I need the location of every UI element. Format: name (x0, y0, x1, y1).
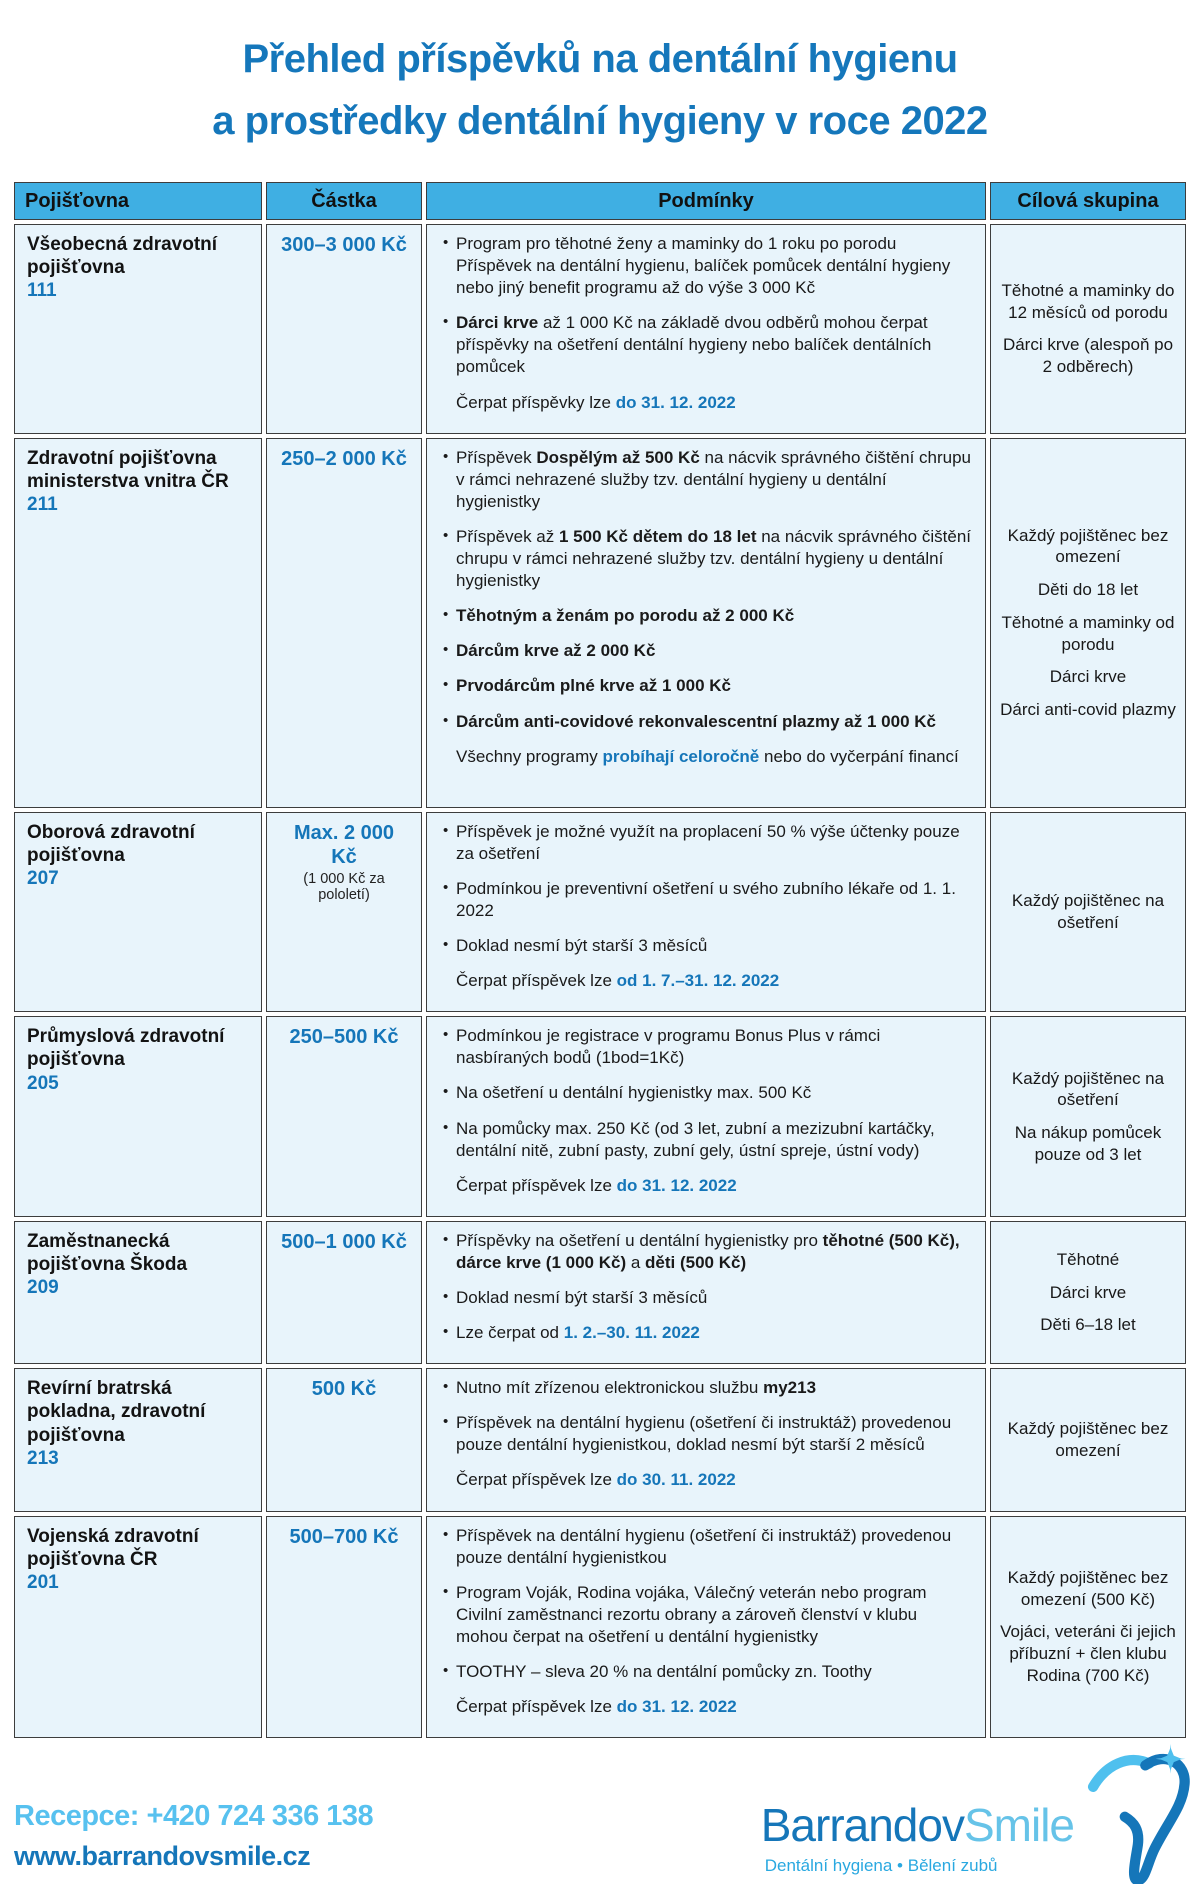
condition-item: • Prvodárcům plné krve až 1 000 Kč (439, 675, 973, 697)
amount-value: 500 Kč (311, 1378, 377, 1401)
condition-item: • Dárci krve až 1 000 Kč na základě dvou odběrů mohou čerpat příspěvky na ošetření dentální hygieny nebo balíček dentálních pomůcek (439, 312, 973, 378)
target-group-item: Každý pojištěnec bez omezení (1007, 525, 1169, 567)
page-title (20, 28, 1180, 152)
insurer-cell (14, 1016, 262, 1217)
conditions-cell (426, 438, 986, 808)
insurer-cell (14, 1221, 262, 1364)
table-row (14, 438, 1186, 808)
amount-cell (266, 1016, 422, 1217)
conditions-cell (426, 1221, 986, 1364)
condition-item: • Podmínkou je preventivní ošetření u svého zubního lékaře od 1. 1. 2022 (439, 878, 973, 922)
insurer-name: Zaměstnanecká pojišťovna Škoda (27, 1230, 188, 1275)
insurer-cell (14, 224, 262, 434)
target-group-item: Děti do 18 let (1037, 580, 1139, 600)
amount-cell (266, 1368, 422, 1511)
logo-tagline: Dentální hygiena • Bělení zubů (764, 1856, 998, 1876)
conditions-cell (426, 224, 986, 434)
page-footer (0, 1742, 1200, 1882)
condition-item: • Na pomůcky max. 250 Kč (od 3 let, zubní a mezizubní kartáčky, dentální nitě, zubní pasty, zubní gely, ústní spreje, ústní vody) (439, 1118, 973, 1162)
contact-block (14, 1800, 373, 1876)
insurer-code: 211 (27, 494, 58, 515)
condition-note: Čerpat příspěvek lze do 30. 11. 2022 (456, 1470, 736, 1490)
insurer-name: Všeobecná zdravotní pojišťovna (27, 234, 218, 279)
insurer-code: 201 (27, 1571, 59, 1593)
target-group-item: Dárci krve (1049, 667, 1127, 687)
insurer-code: 205 (27, 1072, 59, 1094)
condition-item: • Příspěvky na ošetření u dentální hygienistky pro těhotné (500 Kč), dárce krve (1 000 Kč) a děti (500 Kč) (439, 1230, 973, 1274)
logo-wordmark (760, 1799, 1074, 1852)
reception-phone: Recepce: +420 724 336 138 (14, 1800, 374, 1833)
condition-item: • Dárcům krve až 2 000 Kč (439, 640, 973, 662)
logo-text-smile: Smile (963, 1799, 1074, 1852)
table-row (14, 812, 1186, 1013)
condition-item: • Dárcům anti-covidové rekonvalescentní plazmy až 1 000 Kč (439, 711, 973, 733)
insurer-cell (14, 1516, 262, 1739)
insurer-name: Průmyslová zdravotní pojišťovna (27, 1026, 225, 1071)
target-group-item: Každý pojištěnec bez omezení (1007, 1419, 1169, 1460)
col-header-target-group: Cílová skupina (990, 182, 1186, 220)
benefits-table (10, 178, 1190, 1742)
table-body (14, 224, 1186, 1738)
condition-item: • Podmínkou je registrace v programu Bonus Plus v rámci nasbíraných bodů (1bod=1Kč) (439, 1025, 973, 1069)
insurer-name: Vojenská zdravotní pojišťovna ČR (27, 1525, 199, 1570)
target-group-item: Každý pojištěnec na ošetření (1011, 1068, 1165, 1110)
amount-note: (1 000 Kč za pololetí) (303, 870, 385, 903)
amount-value: 500–700 Kč (289, 1525, 399, 1548)
condition-item: • Lze čerpat od 1. 2.–30. 11. 2022 (439, 1322, 973, 1344)
condition-note: Čerpat příspěvek lze od 1. 7.–31. 12. 2022 (456, 971, 780, 991)
target-group-item: Těhotné a maminky do 12 měsíců od porodu (1001, 280, 1175, 322)
condition-item: • Příspěvek Dospělým až 500 Kč na nácvik správného čištění chrupu v rámci nehrazené služby tzv. dentální hygieny u dentální hygienistky (439, 447, 973, 513)
tooth-logo-icon (1080, 1742, 1192, 1884)
target-group-item: Dárci krve (alespoň po 2 odběrech) (1002, 335, 1174, 377)
target-group-item: Dárci krve (1049, 1282, 1127, 1302)
target-group-cell (990, 1368, 1186, 1511)
condition-note: Čerpat příspěvek lze do 31. 12. 2022 (456, 1175, 737, 1195)
amount-value: Max. 2 000 Kč (293, 821, 395, 868)
conditions-cell (426, 1368, 986, 1511)
condition-item: • Příspěvek na dentální hygienu (ošetření či instruktáž) provedenou pouze dentální hygienistkou (439, 1525, 973, 1569)
insurer-cell (14, 812, 262, 1013)
insurer-name: Revírní bratrská pokladna, zdravotní pojišťovna (27, 1378, 206, 1446)
condition-item: • Nutno mít zřízenou elektronickou službu my213 (439, 1377, 973, 1399)
condition-item: • Program Voják, Rodina vojáka, Válečný veterán nebo program Civilní zaměstnanci rezortu obrany a zároveň členství v klubu mohou čerpat na ošetření u dentální hygienistky (439, 1582, 973, 1648)
target-group-item: Každý pojištěnec na ošetření (1011, 891, 1165, 932)
clinic-logo (761, 1742, 1194, 1876)
table-row (14, 224, 1186, 434)
website-link[interactable]: www.barrandovsmile.cz (14, 1841, 311, 1872)
amount-cell (266, 1516, 422, 1739)
table-row (14, 1368, 1186, 1511)
condition-item: • Příspěvek na dentální hygienu (ošetření či instruktáž) provedenou pouze dentální hygienistkou, doklad nesmí být starší 2 měsíců (439, 1412, 973, 1456)
target-group-cell (990, 438, 1186, 808)
condition-item: • Doklad nesmí být starší 3 měsíců (439, 935, 973, 957)
insurer-cell (14, 438, 262, 808)
condition-item: • Doklad nesmí být starší 3 měsíců (439, 1287, 973, 1309)
amount-value: 300–3 000 Kč (281, 234, 407, 256)
target-group-cell (990, 224, 1186, 434)
table-row (14, 1221, 1186, 1364)
logo-text-barrandov: Barrandov (760, 1799, 964, 1852)
amount-cell (266, 812, 422, 1013)
amount-value: 500–1 000 Kč (281, 1230, 407, 1253)
insurer-code: 209 (27, 1277, 59, 1299)
condition-item: • Program pro těhotné ženy a maminky do 1 roku po porodu Příspěvek na dentální hygienu, balíček pomůcek dentální hygieny nebo jiný benefit programu až do výše 3 000 Kč (439, 233, 973, 299)
condition-item: • Příspěvek je možné využít na proplacení 50 % výše účtenky pouze za ošetření (439, 821, 973, 865)
insurer-cell (14, 1368, 262, 1511)
amount-cell (266, 438, 422, 808)
target-group-item: Dárci anti-covid plazmy (1000, 700, 1176, 720)
col-header-amount: Částka (266, 182, 422, 220)
title-line-2: a prostředky dentální hygieny v roce 2022 (212, 99, 988, 143)
title-line-1: Přehled příspěvků na dentální hygienu (242, 37, 958, 81)
amount-cell (266, 1221, 422, 1364)
condition-item: • Těhotným a ženám po porodu až 2 000 Kč (439, 605, 973, 627)
conditions-cell (426, 812, 986, 1013)
amount-value: 250–500 Kč (289, 1026, 399, 1049)
table-row (14, 1016, 1186, 1217)
condition-item: • Příspěvek až 1 500 Kč dětem do 18 let na nácvik správného čištění chrupu v rámci nehrazené služby tzv. dentální hygieny u dentální hygienistky (439, 526, 973, 592)
table-row (14, 1516, 1186, 1739)
condition-item: • Na ošetření u dentální hygienistky max. 500 Kč (439, 1082, 973, 1104)
conditions-cell (426, 1016, 986, 1217)
target-group-item: Těhotné a maminky od porodu (1001, 612, 1175, 654)
col-header-conditions: Podmínky (426, 182, 986, 220)
target-group-item: Na nákup pomůcek pouze od 3 let (1014, 1123, 1162, 1164)
table-header-row (14, 182, 1186, 220)
target-group-cell (990, 812, 1186, 1013)
condition-note: Čerpat příspěvky lze do 31. 12. 2022 (456, 392, 736, 412)
insurer-code: 207 (27, 868, 59, 889)
insurer-code: 111 (27, 280, 57, 302)
target-group-item: Vojáci, veteráni či jejich příbuzní + člen klubu Rodina (700 Kč) (1000, 1622, 1176, 1685)
amount-value: 250–2 000 Kč (281, 447, 407, 470)
condition-note: Čerpat příspěvek lze do 31. 12. 2022 (456, 1697, 737, 1717)
insurer-code: 213 (27, 1447, 59, 1469)
target-group-cell (990, 1516, 1186, 1739)
conditions-cell (426, 1516, 986, 1739)
condition-item: • TOOTHY – sleva 20 % na dentální pomůcky zn. Toothy (439, 1661, 973, 1683)
amount-cell (266, 224, 422, 434)
target-group-item: Těhotné (1056, 1249, 1120, 1269)
target-group-cell (990, 1221, 1186, 1364)
condition-note: Všechny programy probíhají celoročně nebo do vyčerpání financí (456, 746, 959, 766)
target-group-cell (990, 1016, 1186, 1217)
target-group-item: Každý pojištěnec bez omezení (500 Kč) (1007, 1567, 1169, 1609)
col-header-insurer: Pojišťovna (14, 182, 262, 220)
insurer-name: Oborová zdravotní pojišťovna (27, 821, 195, 866)
insurer-name: Zdravotní pojišťovna ministerstva vnitra ČR (27, 447, 229, 492)
target-group-item: Děti 6–18 let (1040, 1315, 1136, 1335)
